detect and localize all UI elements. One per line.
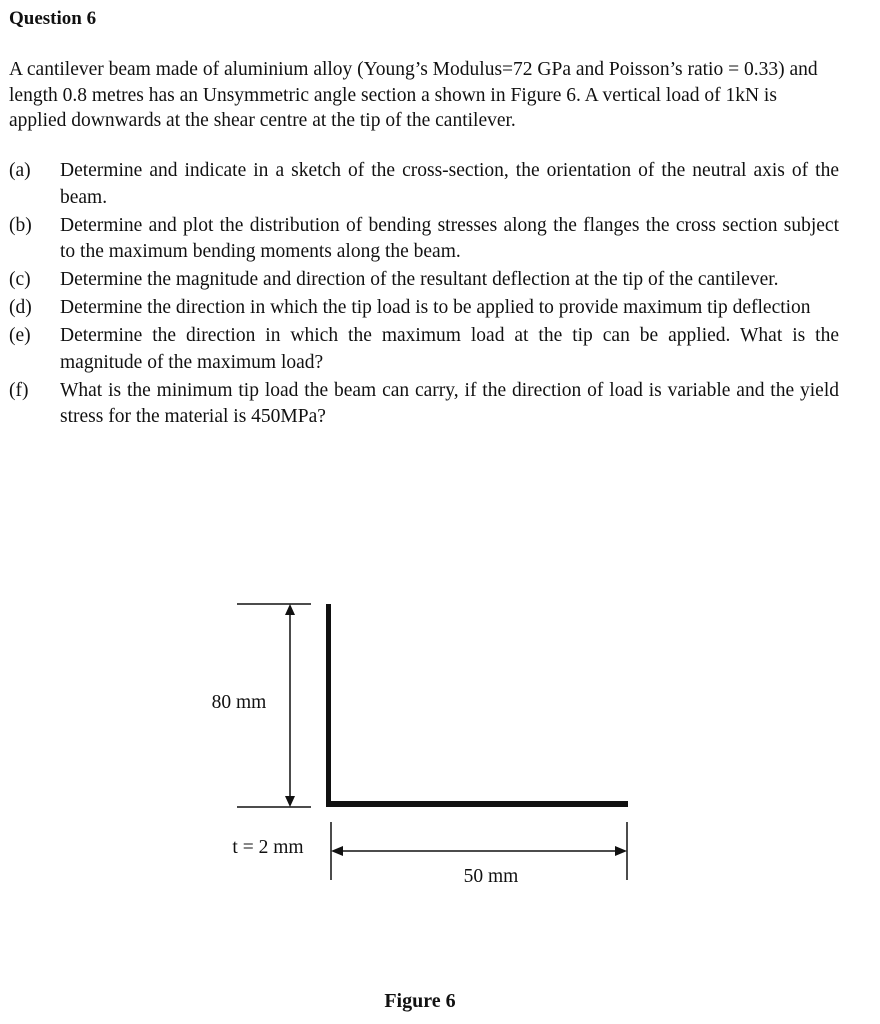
thickness-label: t = 2 mm — [232, 837, 304, 858]
height-label: 80 mm — [211, 692, 267, 713]
question-title: Question 6 — [9, 8, 97, 29]
width-label: 50 mm — [463, 866, 519, 887]
part-label: (f) — [9, 379, 29, 401]
part-text: Determine and indicate in a sketch of the cross-section, the orientation of the neutral axis of the beam. — [60, 160, 839, 208]
part-label: (d) — [9, 297, 32, 318]
part-text: What is the minimum tip load the beam can carry, if the direction of load is variable and the yield stress for the material is 450MPa? — [60, 379, 839, 427]
part-text: Determine the direction in which the tip load is to be applied to provide maximum tip deflection — [60, 297, 811, 318]
part-label: (e) — [9, 325, 31, 346]
arrow-right-icon — [615, 846, 627, 856]
horizontal-leg — [326, 801, 628, 807]
angle-section-shape — [326, 604, 628, 807]
width-dimension — [331, 822, 627, 887]
vertical-leg — [326, 604, 331, 806]
part-label: (b) — [9, 214, 32, 236]
part-label: (c) — [9, 269, 31, 290]
question-intro: A cantilever beam made of aluminium alloy (Young’s Modulus=72 GPa and Poisson’s ratio = 0.33) and length 0.8 metres has an Unsymmetric angle section a shown in Figure 6. A vertical load of 1kN is applied downwards at the shear centre at the tip of the cantilever. — [9, 59, 818, 131]
part-text: Determine and plot the distribution of bending stresses along the flanges the cross section subject to the maximum bending moments along the beam. — [60, 214, 839, 262]
part-text: Determine the direction in which the maximum load at the tip can be applied. What is the magnitude of the maximum load? — [60, 325, 839, 373]
arrow-down-icon — [285, 796, 295, 807]
height-dimension — [212, 604, 311, 807]
part-text: Determine the magnitude and direction of the resultant deflection at the tip of the cantilever. — [60, 269, 779, 290]
arrow-left-icon — [331, 846, 343, 856]
part-label: (a) — [9, 160, 31, 181]
arrow-up-icon — [285, 604, 295, 615]
figure-caption: Figure 6 — [384, 990, 456, 1012]
